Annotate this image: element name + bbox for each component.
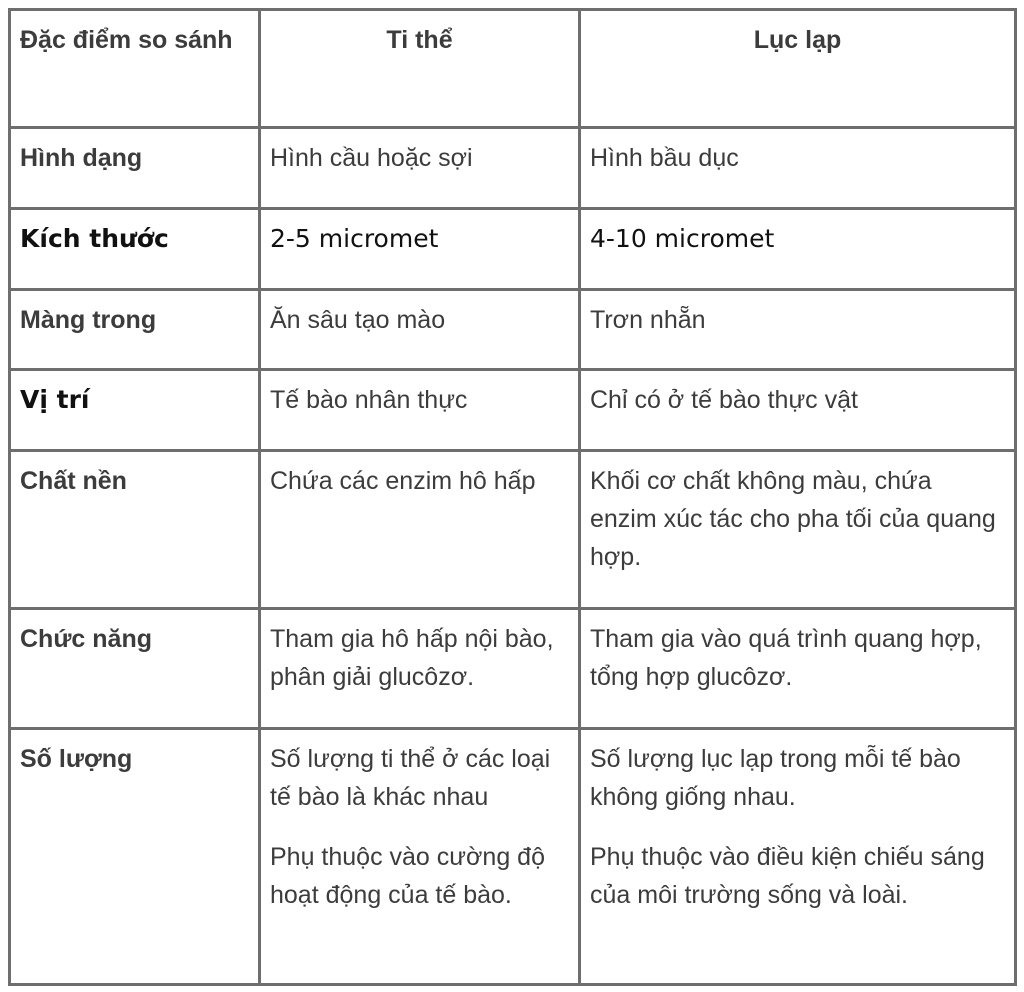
cell-text: Tế bào nhân thực [270,386,468,414]
cell-mitochondria [260,729,580,985]
cell-text: Phụ thuộc vào điều kiện chiếu sáng của môi trường sống và loài. [590,843,985,909]
cell-chloroplast [580,290,1016,370]
table-body [10,128,1016,985]
cell-chloroplast [580,209,1016,290]
cell-text: Phụ thuộc vào cường độ hoạt động của tế bào. [270,843,545,909]
cell-text: 4-10 micromet [590,224,775,253]
header-chloroplast: Lục lạp [580,10,1016,128]
cell-mitochondria [260,290,580,370]
row-label: Hình dạng [10,128,260,209]
cell-text: Chỉ có ở tế bào thực vật [590,386,858,414]
cell-text: Tham gia hô hấp nội bào, phân giải glucôzơ. [270,625,554,691]
cell-mitochondria [260,451,580,609]
cell-mitochondria [260,209,580,290]
cell-text: Hình bầu dục [590,144,739,172]
table-row [10,290,1016,370]
cell-text: Số lượng lục lạp trong mỗi tế bào không giống nhau. [590,745,961,811]
comparison-table [8,8,1017,986]
cell-mitochondria [260,128,580,209]
cell-text: Tham gia vào quá trình quang hợp, tổng hợp glucôzơ. [590,625,982,691]
row-label: Kích thước [10,209,260,290]
cell-chloroplast [580,451,1016,609]
cell-text: Chứa các enzim hô hấp [270,467,536,495]
cell-mitochondria [260,370,580,451]
row-label: Vị trí [10,370,260,451]
header-row [10,10,1016,128]
cell-text: Khối cơ chất không màu, chứa enzim xúc tác cho pha tối của quang hợp. [590,467,996,571]
cell-chloroplast [580,609,1016,729]
table-row [10,370,1016,451]
cell-chloroplast [580,128,1016,209]
cell-chloroplast [580,729,1016,985]
table-row [10,209,1016,290]
header-criteria: Đặc điểm so sánh [10,10,260,128]
row-label: Chất nền [10,451,260,609]
row-label: Chức năng [10,609,260,729]
header-mitochondria: Ti thể [260,10,580,128]
cell-text: Số lượng ti thể ở các loại tế bào là khác nhau [270,745,551,811]
table-row [10,451,1016,609]
cell-text: 2-5 micromet [270,224,439,253]
cell-chloroplast [580,370,1016,451]
cell-text: Hình cầu hoặc sợi [270,144,473,172]
row-label: Màng trong [10,290,260,370]
cell-text: Trơn nhẵn [590,306,706,334]
table-row [10,609,1016,729]
table-row [10,729,1016,985]
cell-mitochondria [260,609,580,729]
row-label: Số lượng [10,729,260,985]
table-row [10,128,1016,209]
table-header [10,10,1016,128]
cell-text: Ăn sâu tạo mào [270,306,446,334]
